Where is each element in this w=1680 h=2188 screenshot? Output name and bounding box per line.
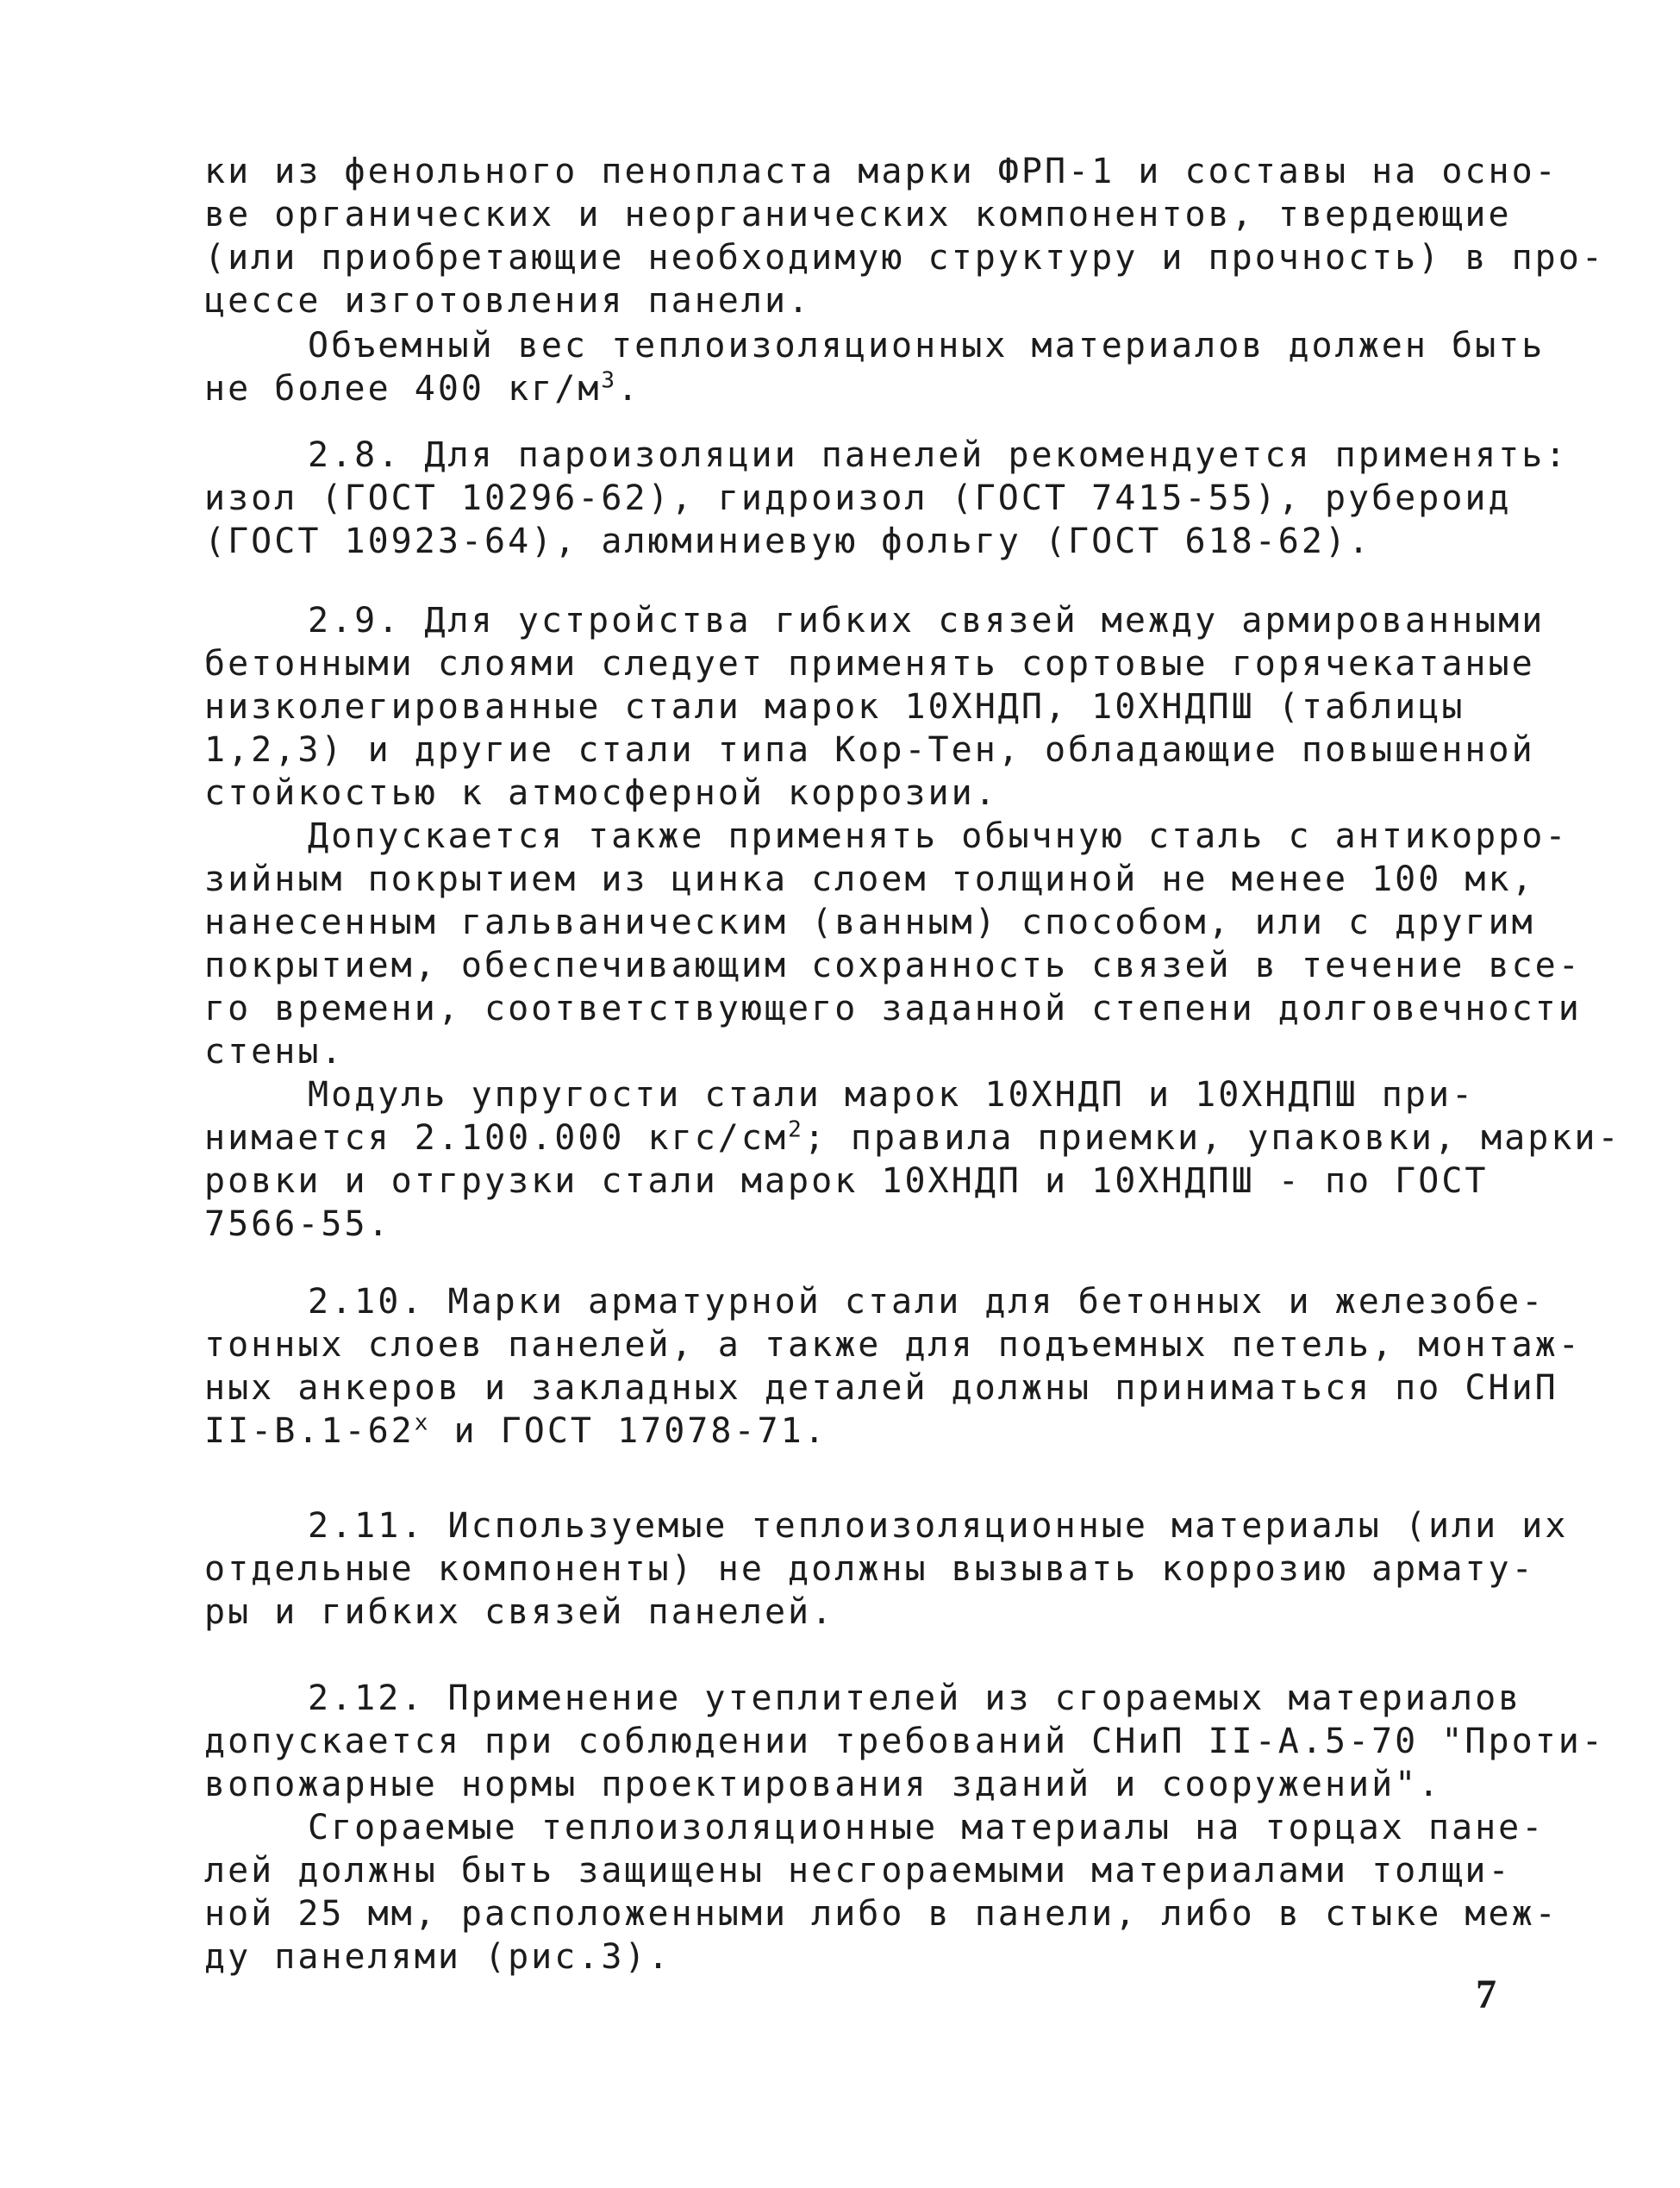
text-line: 2.11. Используемые теплоизоляционные материалы (или их: [308, 1506, 1569, 1546]
text-line: стены.: [204, 1032, 345, 1072]
text-line: (ГОСТ 10923-64), алюминиевую фольгу (ГОСТ 618-62).: [204, 522, 1372, 561]
text-line: нанесенным гальваническим (ванным) способом, или с другим: [204, 903, 1535, 942]
text-span: .: [617, 369, 641, 409]
superscript: 3: [601, 367, 618, 394]
text-line: ной 25 мм, расположенными либо в панели, либо в стыке меж-: [204, 1894, 1558, 1934]
text-line: стойкостью к атмосферной коррозии.: [204, 773, 998, 813]
text-line: бетонными слоями следует применять сортовые горячекатаные: [204, 644, 1535, 684]
text-span: и ГОСТ 17078-71.: [430, 1411, 828, 1451]
text-line: [204, 1411, 828, 1451]
text-line: ду панелями (рис.3).: [204, 1937, 671, 1977]
text-line: цессе изготовления панели.: [204, 281, 812, 321]
text-line: Объемный вес теплоизоляционных материалов должен быть: [308, 326, 1546, 366]
text-line: 2.10. Марки арматурной стали для бетонных и железобе-: [308, 1282, 1546, 1322]
text-line: допускается при соблюдении требований СНиП II-А.5-70 "Проти-: [204, 1722, 1605, 1761]
text-line: 2.8. Для пароизоляции панелей рекомендуется применять:: [308, 435, 1569, 475]
text-span: нимается 2.100.000 кгс/см: [204, 1118, 789, 1158]
text-line: тонных слоев панелей, а также для подъемных петель, монтаж-: [204, 1325, 1582, 1365]
text-line: 2.9. Для устройства гибких связей между армированными: [308, 601, 1546, 641]
text-span: не более 400 кг/м: [204, 369, 602, 409]
text-line: вопожарные нормы проектирования зданий и сооружений".: [204, 1765, 1442, 1804]
superscript: x: [414, 1410, 431, 1436]
text-line: отдельные компоненты) не должны вызывать коррозию армату-: [204, 1549, 1535, 1589]
text-line: Сгораемые теплоизоляционные материалы на торцах пане-: [308, 1808, 1546, 1847]
text-line: 1,2,3) и другие стали типа Кор-Тен, обладающие повышенной: [204, 730, 1535, 770]
text-line: Модуль упругости стали марок 10ХНДП и 10ХНДПШ при-: [308, 1075, 1476, 1115]
text-span: ; правила приемки, упаковки, марки-: [803, 1118, 1621, 1158]
text-line: изол (ГОСТ 10296-62), гидроизол (ГОСТ 7415-55), рубероид: [204, 478, 1512, 518]
text-line: ровки и отгрузки стали марок 10ХНДП и 10ХНДПШ - по ГОСТ: [204, 1161, 1489, 1201]
text-line: ры и гибких связей панелей.: [204, 1592, 835, 1632]
text-line: низколегированные стали марок 10ХНДП, 10ХНДПШ (таблицы: [204, 687, 1465, 727]
text-line: ных анкеров и закладных деталей должны приниматься по СНиП: [204, 1368, 1558, 1408]
text-line: 2.12. Применение утеплителей из сгораемых материалов: [308, 1679, 1522, 1718]
text-line: 7566-55.: [204, 1204, 391, 1244]
text-line: покрытием, обеспечивающим сохранность связей в течение все-: [204, 946, 1582, 985]
page-number: 7: [1476, 1972, 1496, 2017]
text-line: го времени, соответствующего заданной степени долговечности: [204, 989, 1582, 1028]
text-line: лей должны быть защищены несгораемыми материалами толщи-: [204, 1851, 1512, 1891]
text-line: [204, 1118, 1621, 1158]
text-line: ки из фенольного пенопласта марки ФРП-1 и составы на осно-: [204, 152, 1558, 191]
text-line: (или приобретающие необходимую структуру и прочность) в про-: [204, 238, 1605, 278]
text-span: II-В.1-62: [204, 1411, 415, 1451]
superscript: 2: [788, 1116, 804, 1143]
text-line: ве органических и неорганических компонентов, твердеющие: [204, 195, 1512, 234]
text-line: зийным покрытием из цинка слоем толщиной не менее 100 мк,: [204, 860, 1535, 899]
text-line: Допускается также применять обычную сталь с антикорро-: [308, 816, 1569, 856]
text-line: [204, 369, 640, 409]
